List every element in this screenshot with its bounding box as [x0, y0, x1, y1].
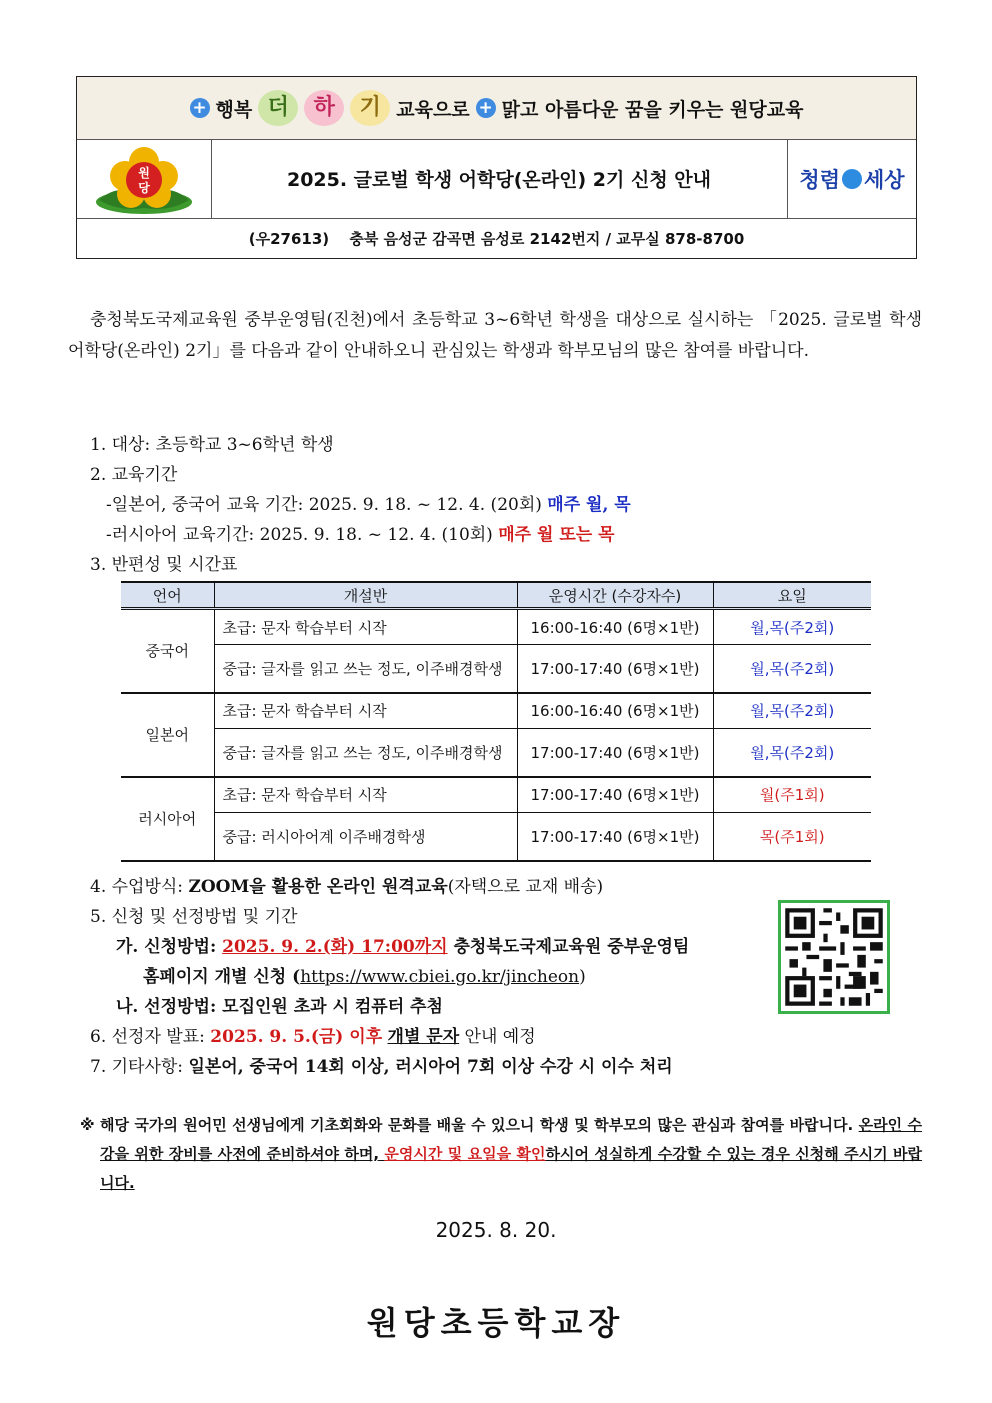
class-cell: 중급: 글자를 읽고 쓰는 정도, 이주배경학생 — [214, 729, 517, 777]
signer: 원당초등학교장 — [366, 1304, 626, 1342]
motto-bubble: 더 — [258, 90, 298, 126]
school-emblem-icon — [89, 142, 199, 216]
col-header: 요일 — [713, 582, 871, 609]
class-cell: 중급: 러시아어계 이주배경학생 — [214, 813, 517, 861]
table-row — [121, 813, 871, 861]
plus-icon: + — [476, 98, 496, 118]
day-cell: 월,목(주2회) — [713, 729, 871, 777]
item-selection: 나. 선정방법: 모집인원 초과 시 컴퓨터 추첨 — [116, 997, 443, 1017]
table-row — [121, 729, 871, 777]
item-announcement — [90, 1022, 536, 1047]
notice-box — [80, 1111, 922, 1198]
item-period-ru — [106, 520, 615, 545]
notice-text — [100, 1111, 922, 1198]
class-cell: 초급: 문자 학습부터 시작 — [214, 609, 517, 645]
table-row — [121, 693, 871, 729]
intro-paragraph: 충청북도국제교육원 중부운영팀(진천)에서 초등학교 3~6학년 학생을 대상으로 실시하는 「2025. 글로벌 학생 어학당(온라인) 2기」를 다음과 같이 안내하오니 관심있는 학생과 학부모님의 많은 참여를 바랍니다. — [68, 310, 922, 361]
qr-code[interactable] — [778, 900, 890, 1014]
method-main: ZOOM을 활용한 온라인 원격교육 — [188, 877, 448, 897]
announcement-label: 6. 선정자 발표: — [90, 1027, 211, 1047]
apply-homepage-close: ) — [579, 967, 586, 987]
schedule-table — [121, 581, 871, 862]
etc-main: 일본어, 중국어 14회 이상, 러시아어 7회 이상 수강 시 이수 처리 — [188, 1057, 673, 1077]
school-logo — [77, 139, 212, 218]
table-row — [121, 609, 871, 645]
announcement-method: 개별 문자 — [387, 1027, 460, 1047]
day-cell: 월(주1회) — [713, 777, 871, 813]
announcement-date: 2025. 9. 5.(금) 이후 — [210, 1027, 383, 1047]
item-method — [90, 872, 603, 897]
homepage-link[interactable]: https://www.cbiei.go.kr/jincheon — [300, 967, 580, 987]
apply-deadline: 2025. 9. 2.(화) 17:00까지 — [222, 937, 448, 957]
motto-bubble: 하 — [304, 90, 344, 126]
time-cell: 16:00-16:40 (6명×1반) — [517, 693, 713, 729]
motto-prefix: 행복 — [215, 98, 253, 121]
address-line: (우27613) 충북 음성군 감곡면 음성로 2142번지 / 교무실 878-8700 — [248, 229, 745, 248]
method-label: 4. 수업방식: — [90, 877, 189, 897]
motto-middle: 교육으로 — [396, 98, 470, 121]
day-cell: 목(주1회) — [713, 813, 871, 861]
notice-part2: 온라인 수강을 위한 장비를 사전에 준비하셔야 하며, — [100, 1116, 922, 1163]
item-apply-method — [116, 932, 689, 957]
letterhead — [76, 76, 917, 259]
period-ru-days: 매주 월 또는 목 — [498, 525, 615, 545]
col-header: 언어 — [121, 582, 214, 609]
method-note: (자택으로 교재 배송) — [447, 877, 604, 897]
qr-code-icon — [781, 903, 887, 1011]
table-row — [121, 645, 871, 693]
integrity-slogan — [787, 139, 916, 218]
motto-suffix: 맑고 아름다운 꿈을 키우는 원당교육 — [501, 98, 804, 121]
day-cell: 월,목(주2회) — [713, 693, 871, 729]
lang-cell: 일본어 — [121, 693, 214, 777]
time-cell: 17:00-17:40 (6명×1반) — [517, 777, 713, 813]
motto-bubble: 기 — [350, 90, 390, 126]
apply-label: 가. 신청방법: — [116, 937, 223, 957]
notice-mark: ※ — [80, 1116, 95, 1134]
globe-icon — [842, 169, 862, 189]
day-cell: 월,목(주2회) — [713, 609, 871, 645]
item-target: 1. 대상: 초등학교 3~6학년 학생 — [90, 435, 334, 455]
item-apply: 5. 신청 및 선정방법 및 기간 — [90, 907, 298, 927]
time-cell: 17:00-17:40 (6명×1반) — [517, 813, 713, 861]
motto-banner — [77, 77, 916, 140]
item-schedule: 3. 반편성 및 시간표 — [90, 555, 238, 575]
slogan-left: 청렴 — [799, 167, 840, 192]
lang-cell: 러시아어 — [121, 777, 214, 861]
logo-char: 원 — [138, 165, 150, 180]
item-period-jp-cn — [106, 490, 631, 515]
plus-icon: + — [190, 98, 210, 118]
logo-char: 당 — [138, 180, 150, 195]
announcement-note: 안내 예정 — [459, 1027, 536, 1047]
apply-org: 충청북도국제교육원 중부운영팀 — [453, 937, 690, 957]
slogan-right: 세상 — [864, 167, 905, 192]
time-cell: 17:00-17:40 (6명×1반) — [517, 645, 713, 693]
apply-homepage-label: 홈페이지 개별 신청 ( — [143, 967, 301, 987]
etc-label: 7. 기타사항: — [90, 1057, 189, 1077]
col-header: 운영시간 (수강자수) — [517, 582, 713, 609]
class-cell: 초급: 문자 학습부터 시작 — [214, 777, 517, 813]
time-cell: 16:00-16:40 (6명×1반) — [517, 609, 713, 645]
table-row — [121, 777, 871, 813]
lang-cell: 중국어 — [121, 609, 214, 693]
notice-part1: 해당 국가의 원어민 선생님에게 기초회화와 문화를 배울 수 있으니 학생 및 학부모의 많은 관심과 참여를 바랍니다. — [100, 1116, 859, 1134]
notice-part3: 운영시간 및 요일을 확인 — [384, 1145, 546, 1163]
issue-date: 2025. 8. 20. — [435, 1218, 557, 1242]
period-ru-text: -러시아어 교육기간: 2025. 9. 18. ~ 12. 4. (10회) — [106, 525, 493, 545]
class-cell: 중급: 글자를 읽고 쓰는 정도, 이주배경학생 — [214, 645, 517, 693]
notice-part4: 하시어 성실하게 수강할 수 있는 경우 신청해 주시기 바랍니다. — [100, 1145, 922, 1192]
document-title: 2025. 글로벌 학생 어학당(온라인) 2기 신청 안내 — [286, 169, 712, 191]
class-cell: 초급: 문자 학습부터 시작 — [214, 693, 517, 729]
title-row — [77, 139, 916, 219]
col-header: 개설반 — [214, 582, 517, 609]
item-apply-homepage — [143, 962, 586, 987]
time-cell: 17:00-17:40 (6명×1반) — [517, 729, 713, 777]
period-jp-cn-days: 매주 월, 목 — [547, 495, 631, 515]
period-jp-cn-text: -일본어, 중국어 교육 기간: 2025. 9. 18. ~ 12. 4. (20회) — [106, 495, 542, 515]
day-cell: 월,목(주2회) — [713, 645, 871, 693]
item-etc — [90, 1052, 673, 1077]
item-period: 2. 교육기간 — [90, 465, 178, 485]
